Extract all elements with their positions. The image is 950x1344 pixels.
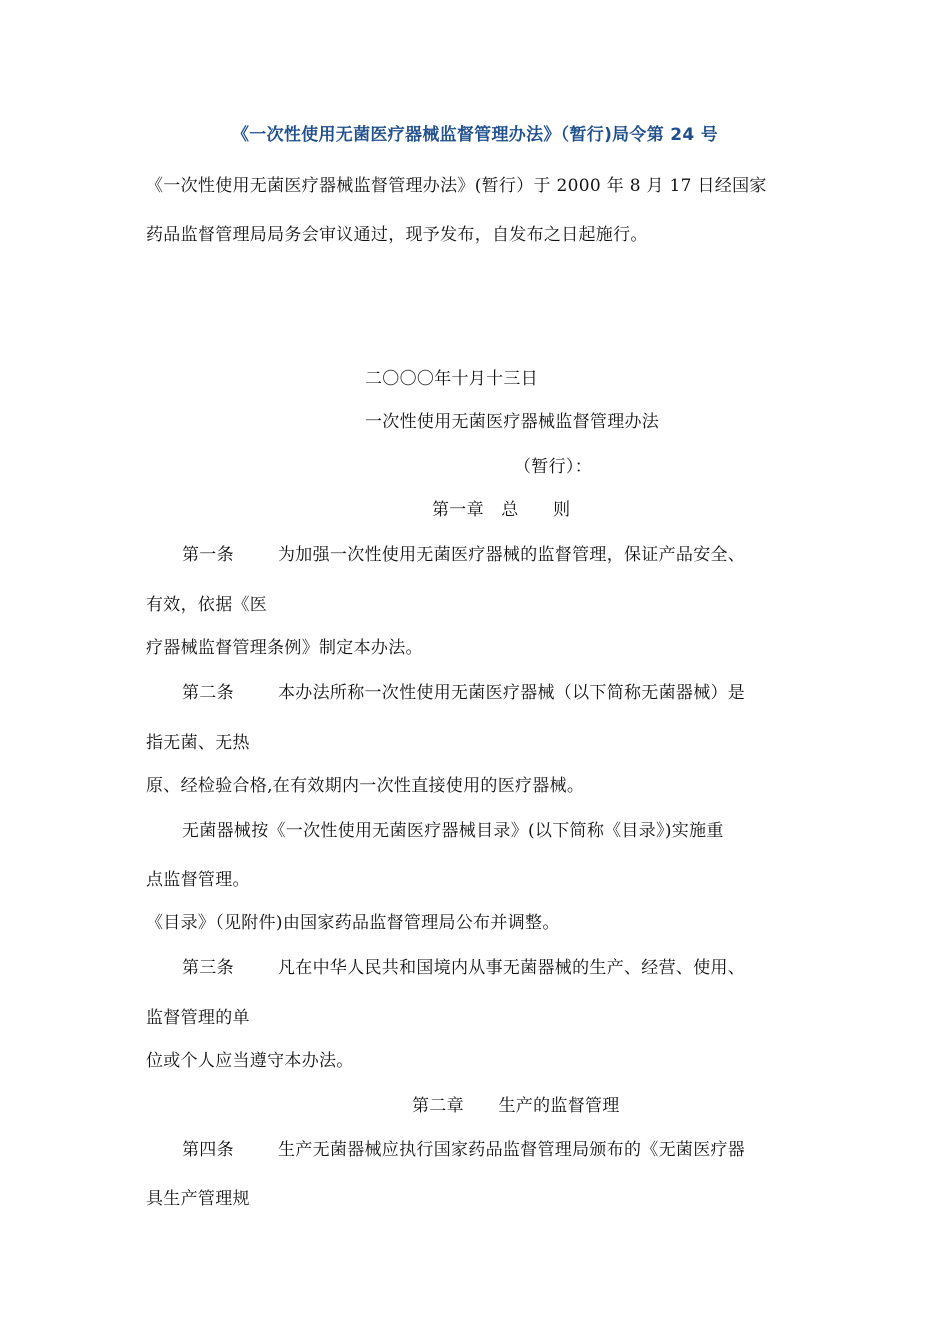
article-2-line-5: 点监督管理。 xyxy=(146,870,250,890)
issue-date: 二〇〇〇年十月十三日 xyxy=(365,369,538,389)
article-4-line-2: 具生产管理规 xyxy=(146,1189,250,1209)
article-3-line-3: 位或个人应当遵守本办法。 xyxy=(146,1051,354,1071)
article-1-text-1: 为加强一次性使用无菌医疗器械的监督管理，保证产品安全、 xyxy=(278,545,746,565)
article-1-label: 第一条 xyxy=(182,545,234,565)
article-2-line-6: 《目录》（见附件)由国家药品监督管理局公布并调整。 xyxy=(146,913,560,933)
article-2-line-4: 无菌器械按《一次性使用无菌医疗器械目录》(以下简称《目录》)实施重 xyxy=(182,821,724,841)
law-subtitle: （暂行）： xyxy=(514,457,592,477)
article-2-line-1 xyxy=(182,682,745,704)
article-3-text-1: 凡在中华人民共和国境内从事无菌器械的生产、经营、使用、 xyxy=(278,958,746,978)
article-4-line-1 xyxy=(182,1139,745,1161)
law-title: 一次性使用无菌医疗器械监督管理办法 xyxy=(365,412,660,432)
article-2-text-1: 本办法所称一次性使用无菌医疗器械（以下简称无菌器械）是 xyxy=(278,683,746,703)
article-3-label: 第三条 xyxy=(182,958,234,978)
intro-line-2: 药品监督管理局局务会审议通过，现予发布，自发布之日起施行。 xyxy=(146,225,648,245)
article-2-line-3: 原、经检验合格,在有效期内一次性直接使用的医疗器械。 xyxy=(146,776,585,796)
article-2-line-2: 指无菌、无热 xyxy=(146,733,250,753)
article-3-line-2: 监督管理的单 xyxy=(146,1008,250,1028)
article-1-line-3: 疗器械监督管理条例》制定本办法。 xyxy=(146,638,423,658)
article-3-line-1 xyxy=(182,957,745,979)
document-title: 《一次性使用无菌医疗器械监督管理办法》（暂行)局令第 24 号 xyxy=(231,125,719,145)
article-4-label: 第四条 xyxy=(182,1140,234,1160)
article-1-line-2: 有效，依据《医 xyxy=(146,595,268,615)
article-2-label: 第二条 xyxy=(182,683,234,703)
chapter-2-heading: 第二章 生产的监督管理 xyxy=(412,1096,620,1116)
article-4-text-1: 生产无菌器械应执行国家药品监督管理局颁布的《无菌医疗器 xyxy=(278,1140,746,1160)
intro-line-1: 《一次性使用无菌医疗器械监督管理办法》(暂行）于 2000 年 8 月 17 日经国家 xyxy=(146,176,767,196)
chapter-1-heading: 第一章 总 则 xyxy=(432,500,571,520)
article-1-line-1 xyxy=(182,544,745,566)
